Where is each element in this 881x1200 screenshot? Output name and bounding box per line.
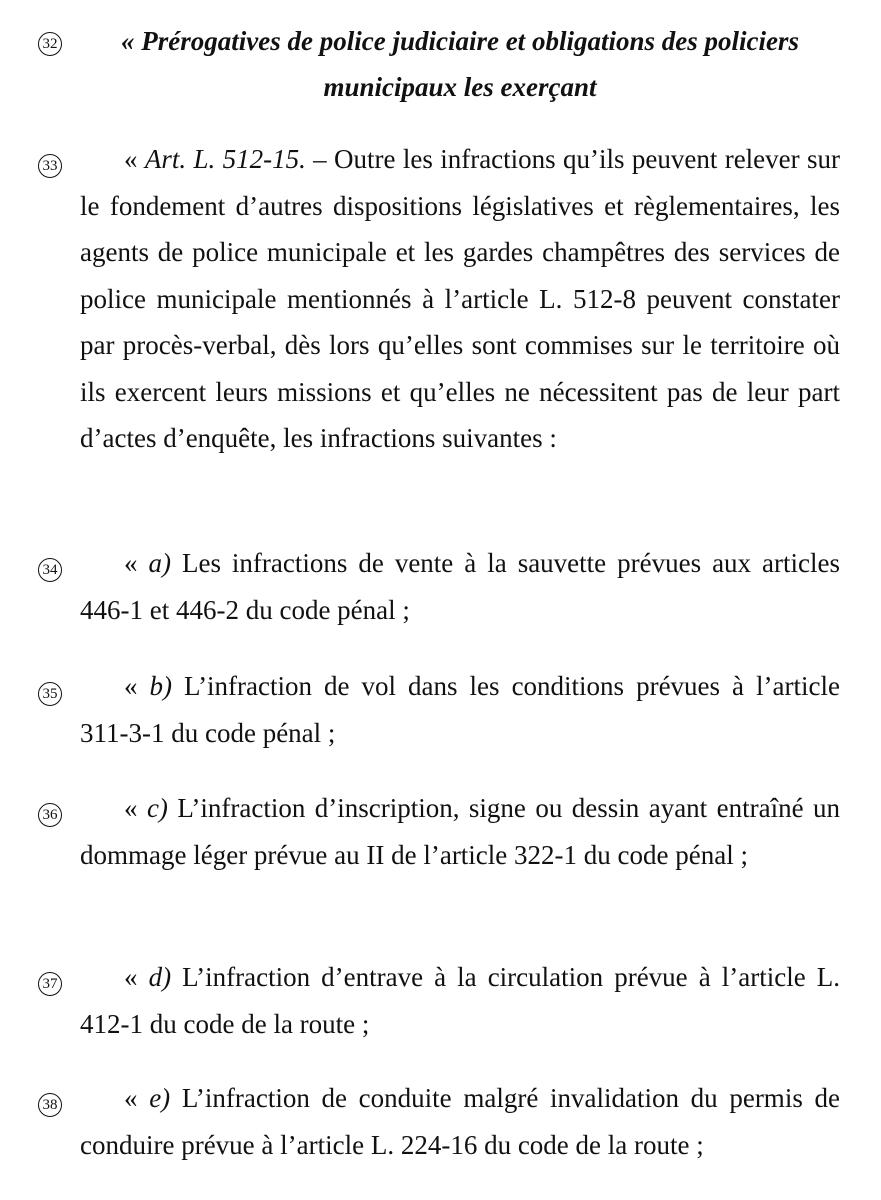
list-item-c: « c) L’infraction d’inscription, signe ou dessin ayant entraîné un dommage léger prévue au II de l’article 322-1 du code pénal ;: [80, 793, 840, 870]
alinea-number-32: 32: [38, 26, 55, 58]
article-reference: Art. L. 512-15.: [144, 144, 306, 174]
list-item-a: « a) Les infractions de vente à la sauvette prévues aux articles 446-1 et 446-2 du code pénal ;: [80, 548, 840, 625]
item-label: e): [149, 1083, 171, 1113]
list-item-b: « b) L’infraction de vol dans les conditions prévues à l’article 311-3-1 du code pénal ;: [80, 671, 841, 748]
item-text: L’infraction de vol dans les conditions prévues à l’article 311-3-1 du code pénal ;: [80, 671, 841, 748]
list-item-e: « e) L’infraction de conduite malgré invalidation du permis de conduire prévue à l’article L. 224-16 du code de la route ;: [80, 1083, 840, 1160]
alinea-number-33: 33: [38, 148, 55, 180]
item-label: d): [148, 962, 172, 992]
item-text: Les infractions de vente à la sauvette prévues aux articles 446-1 et 446-2 du code pénal ;: [80, 548, 840, 625]
alinea-number-36: 36: [38, 797, 55, 829]
alinea-number-34: 34: [38, 552, 55, 584]
alinea-number-35: 35: [38, 676, 55, 708]
item-text: L’infraction d’inscription, signe ou dessin ayant entraîné un dommage léger prévue au II de l’article 322-1 du code pénal ;: [80, 793, 840, 870]
opening-quote: «: [124, 144, 145, 174]
item-label: b): [149, 671, 173, 701]
item-text: L’infraction de conduite malgré invalidation du permis de conduire prévue à l’article L. 224-16 du code de la route ;: [80, 1083, 840, 1160]
alinea-number-37: 37: [38, 966, 55, 998]
article-body: – Outre les infractions qu’ils peuvent relever sur le fondement d’autres dispositions législatives et règlementaires, les agents de police municipale et les gardes champêtres des services de police municipale mentionnés à l’article L. 512-8 peuvent constater par procès-verbal, dès lors qu’elles sont commises sur le territoire où ils exercent leurs missions et qu’elles ne nécessitent pas de leur part d’actes d’enquête, les infractions suivantes :: [80, 144, 840, 453]
alinea-number-38: 38: [38, 1087, 55, 1119]
item-label: c): [146, 793, 168, 823]
article-paragraph: [80, 136, 840, 462]
list-item-d: « d) L’infraction d’entrave à la circulation prévue à l’article L. 412-1 du code de la route ;: [80, 962, 840, 1039]
item-text: L’infraction d’entrave à la circulation prévue à l’article L. 412-1 du code de la route ;: [80, 962, 840, 1039]
item-label: a): [148, 548, 171, 578]
section-heading: « Prérogatives de police judiciaire et obligations des policiers municipaux les exerçant: [121, 26, 799, 102]
